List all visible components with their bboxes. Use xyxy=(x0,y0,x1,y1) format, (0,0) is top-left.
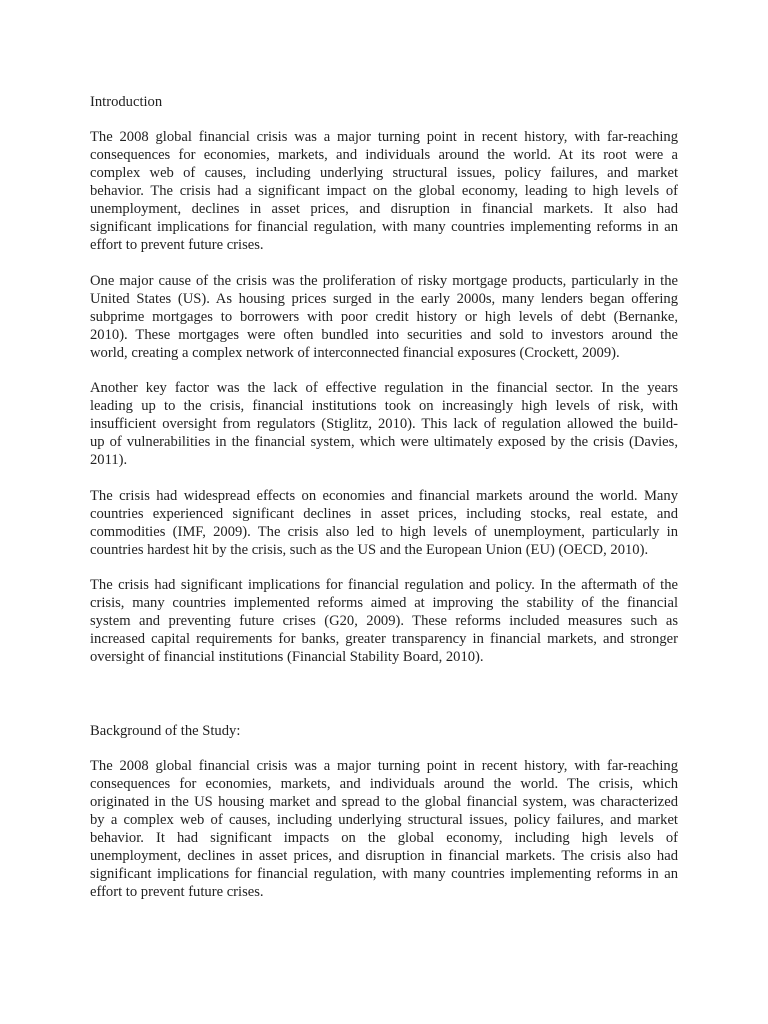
paragraph-line: by a complex web of causes, including underlying structural issues, policy failures, and market xyxy=(90,812,678,828)
paragraph-line: originated in the US housing market and spread to the global financial system, was characterized xyxy=(90,794,678,810)
paragraph xyxy=(90,757,678,901)
paragraph xyxy=(90,128,678,254)
paragraph-line: effort to prevent future crises. xyxy=(90,884,264,900)
paragraph-line: world, creating a complex network of interconnected financial exposures (Crockett, 2009). xyxy=(90,345,620,361)
paragraph-line: 2011). xyxy=(90,452,128,468)
paragraph xyxy=(90,379,678,469)
background-heading: Background of the Study: xyxy=(90,723,241,739)
paragraph-line: oversight of financial institutions (Financial Stability Board, 2010). xyxy=(90,649,484,665)
paragraph-line: The 2008 global financial crisis was a major turning point in recent history, with far-reaching xyxy=(90,758,678,774)
paragraph xyxy=(90,272,678,362)
paragraph-line: The crisis had significant implications for financial regulation and policy. In the aftermath of the xyxy=(90,577,678,593)
paragraph-line: up of vulnerabilities in the financial system, which were ultimately exposed by the crisis (Davies, xyxy=(90,434,678,450)
paragraph-line: commodities (IMF, 2009). The crisis also led to high levels of unemployment, particularly in xyxy=(90,524,678,540)
paragraph-line: effort to prevent future crises. xyxy=(90,237,264,253)
paragraph-line: countries hardest hit by the crisis, such as the US and the European Union (EU) (OECD, 2010). xyxy=(90,542,649,558)
paragraph-line: significant implications for financial regulation, with many countries implementing reforms in an xyxy=(90,866,678,882)
paragraph-line: behavior. It had significant impacts on the global economy, including high levels of xyxy=(90,830,678,846)
paragraph-line: leading up to the crisis, financial institutions took on increasingly high levels of risk, with xyxy=(90,398,678,414)
paragraph-line: significant implications for financial regulation, with many countries implementing reforms in an xyxy=(90,219,678,235)
paragraph-line: Another key factor was the lack of effective regulation in the financial sector. In the years xyxy=(90,380,678,396)
paragraph xyxy=(90,487,678,559)
paragraph-line: subprime mortgages to borrowers with poor credit history or high levels of debt (Bernanke, xyxy=(90,309,678,325)
paragraph-line: behavior. The crisis had a significant impact on the global economy, leading to high levels of xyxy=(90,183,678,199)
paragraph-line: The 2008 global financial crisis was a major turning point in recent history, with far-reaching xyxy=(90,129,678,145)
paragraph-line: consequences for economies, markets, and individuals around the world. At its root were a xyxy=(90,147,678,163)
paragraph-line: United States (US). As housing prices surged in the early 2000s, many lenders began offering xyxy=(90,291,678,307)
paragraph-line: One major cause of the crisis was the proliferation of risky mortgage products, particularly in the xyxy=(90,273,678,289)
paragraph-line: consequences for economies, markets, and individuals around the world. The crisis, which xyxy=(90,776,678,792)
paragraph-line: unemployment, declines in asset prices, and disruption in financial markets. The crisis also had xyxy=(90,848,678,864)
paragraph-line: increased capital requirements for banks, greater transparency in financial markets, and stronger xyxy=(90,631,678,647)
paragraph-line: crisis, many countries implemented reforms aimed at improving the stability of the financial xyxy=(90,595,678,611)
paragraph-line: system and preventing future crises (G20, 2009). These reforms included measures such as xyxy=(90,613,678,629)
paragraph-line: complex web of causes, including underlying structural issues, policy failures, and market xyxy=(90,165,678,181)
introduction-heading: Introduction xyxy=(90,94,163,110)
paragraph-line: unemployment, declines in asset prices, and disruption in financial markets. It also had xyxy=(90,201,678,217)
paragraph-line: The crisis had widespread effects on economies and financial markets around the world. Many xyxy=(90,488,678,504)
paragraph-line: 2010). These mortgages were often bundled into securities and sold to investors around the xyxy=(90,327,678,343)
paragraph-line: countries experienced significant declines in asset prices, including stocks, real estate, and xyxy=(90,506,678,522)
paragraph xyxy=(90,576,678,666)
paragraph-line: insufficient oversight from regulators (Stiglitz, 2010). This lack of regulation allowed the build- xyxy=(90,416,678,432)
